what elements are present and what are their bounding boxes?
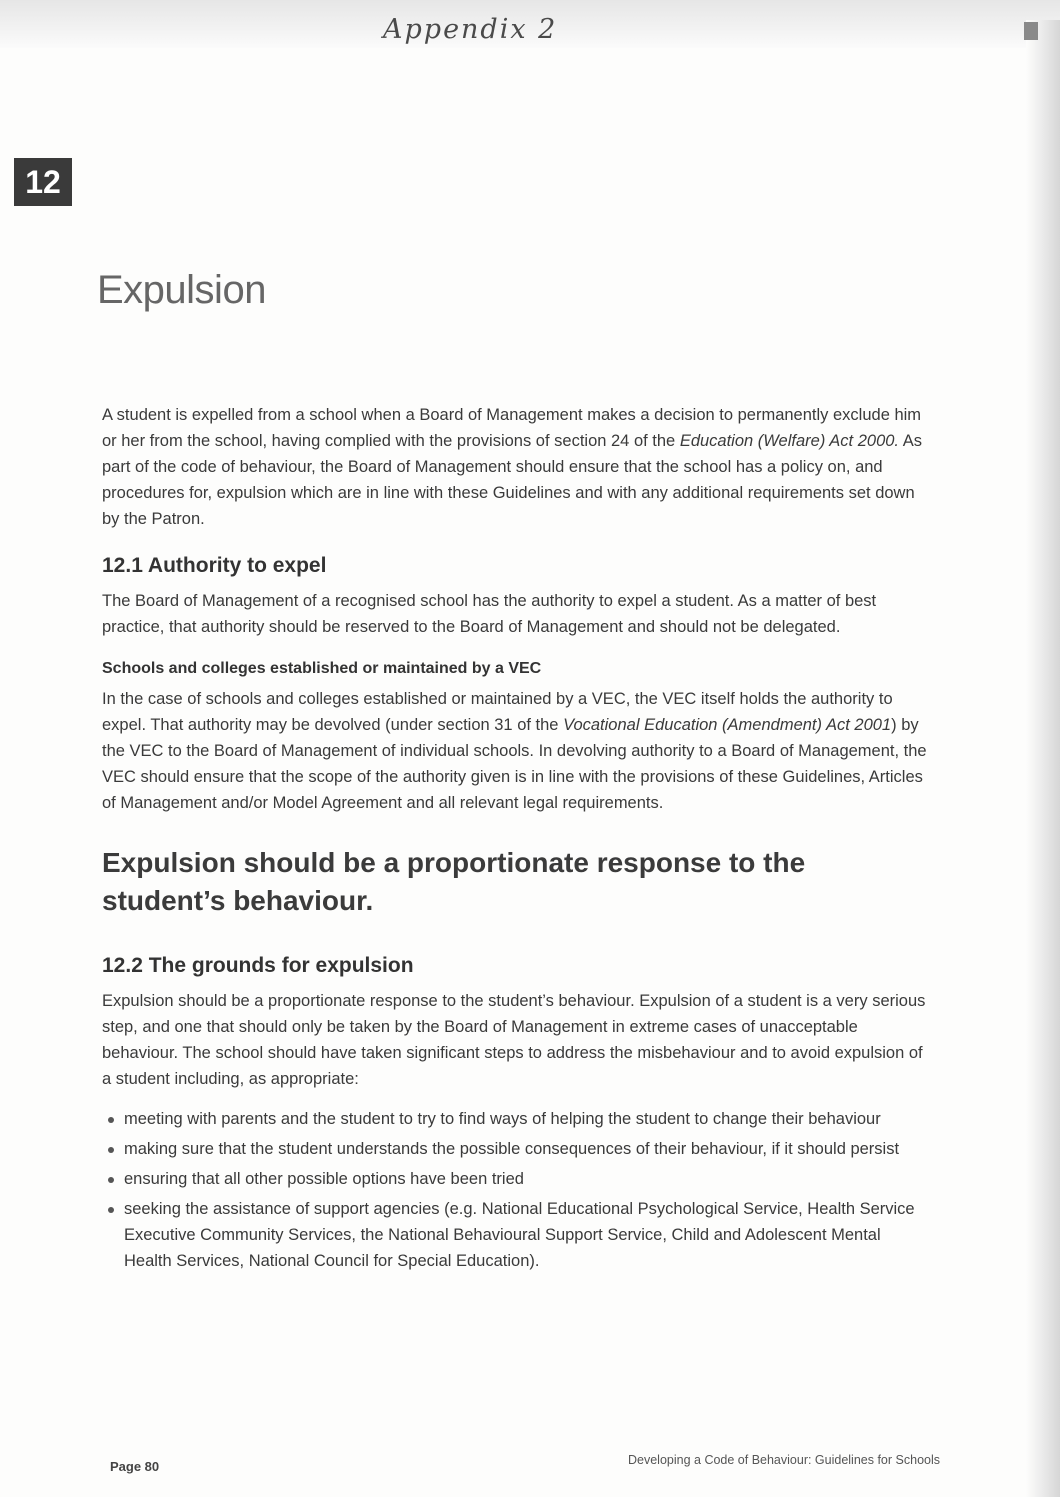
intro-paragraph bbox=[102, 402, 932, 532]
intro-act-title: Education (Welfare) Act 2000. bbox=[679, 432, 900, 450]
vec-text-end: ) by the VEC to the Board of Management of individual schools. In devolving authority to a Board of Management, the VEC should ensure that the scope of the authority given is in line with the provisions of these Guidelines, Articles of Management and/or Model Agreement and all relevant legal requirements. bbox=[102, 716, 927, 812]
list-item-text: ensuring that all other possible options have been tried bbox=[124, 1170, 524, 1188]
list-item bbox=[102, 1196, 932, 1274]
list-item bbox=[102, 1166, 932, 1192]
chapter-number-badge: 12 bbox=[14, 158, 72, 206]
bullet-icon bbox=[108, 1147, 114, 1153]
section-heading-authority: 12.1 Authority to expel bbox=[102, 554, 327, 577]
grounds-bullet-list bbox=[102, 1106, 932, 1274]
intro-text-start: A student is expelled from a school when a Board of Management makes a decision to permanently exclude him or her from the school, having complied with the provisions of section 24 of the bbox=[102, 406, 922, 450]
subheading-vec: Schools and colleges established or maintained by a VEC bbox=[102, 660, 542, 677]
authority-paragraph: The Board of Management of a recognised school has the authority to expel a student. As a matter of best practice, that authority should be reserved to the Board of Management and should not be delegated. bbox=[102, 592, 877, 636]
intro-text-end: As part of the code of behaviour, the Board of Management should ensure that the school has a policy on, and procedures for, expulsion which are in line with these Guidelines and with any additional requirements set down by the Patron. bbox=[102, 432, 922, 528]
section-heading-grounds: 12.2 The grounds for expulsion bbox=[102, 954, 414, 977]
vec-act-title: Vocational Education (Amendment) Act 2001 bbox=[563, 716, 892, 734]
list-item bbox=[102, 1136, 932, 1162]
list-item bbox=[102, 1106, 932, 1132]
list-item-text: making sure that the student understands the possible consequences of their behaviour, if it should persist bbox=[124, 1140, 900, 1158]
page-number: Page 80 bbox=[110, 1459, 160, 1474]
pull-quote: Expulsion should be a proportionate response to the student’s behaviour. bbox=[102, 847, 806, 916]
vec-text-start: In the case of schools and colleges established or maintained by a VEC, the VEC itself holds the authority to expel. That authority may be devolved (under section 31 of the bbox=[102, 690, 893, 734]
scan-corner-mark bbox=[1024, 22, 1038, 40]
page-title: Expulsion bbox=[97, 268, 266, 312]
grounds-paragraph: Expulsion should be a proportionate response to the student’s behaviour. Expulsion of a student is a very serious step, and one that should only be taken by the Board of Management in extreme cases of unacceptable behaviour. The school should have taken significant steps to address the misbehaviour and to avoid expulsion of a student including, as appropriate: bbox=[102, 992, 926, 1088]
handwritten-note: Appendix 2 bbox=[383, 14, 558, 45]
running-footer-title: Developing a Code of Behaviour: Guidelines for Schools bbox=[628, 1453, 940, 1467]
vec-paragraph bbox=[102, 686, 932, 816]
bullet-icon bbox=[108, 1177, 114, 1183]
list-item-text: seeking the assistance of support agencies (e.g. National Educational Psychological Service, Health Service Executive Community Services, the National Behavioural Support Service, Child and Adolescent Mental Health Services, National Council for Special Education). bbox=[124, 1200, 915, 1270]
scan-right-edge bbox=[1026, 20, 1060, 1497]
main-content bbox=[102, 402, 932, 1278]
list-item-text: meeting with parents and the student to try to find ways of helping the student to change their behaviour bbox=[124, 1110, 881, 1128]
bullet-icon bbox=[108, 1207, 114, 1213]
bullet-icon bbox=[108, 1117, 114, 1123]
